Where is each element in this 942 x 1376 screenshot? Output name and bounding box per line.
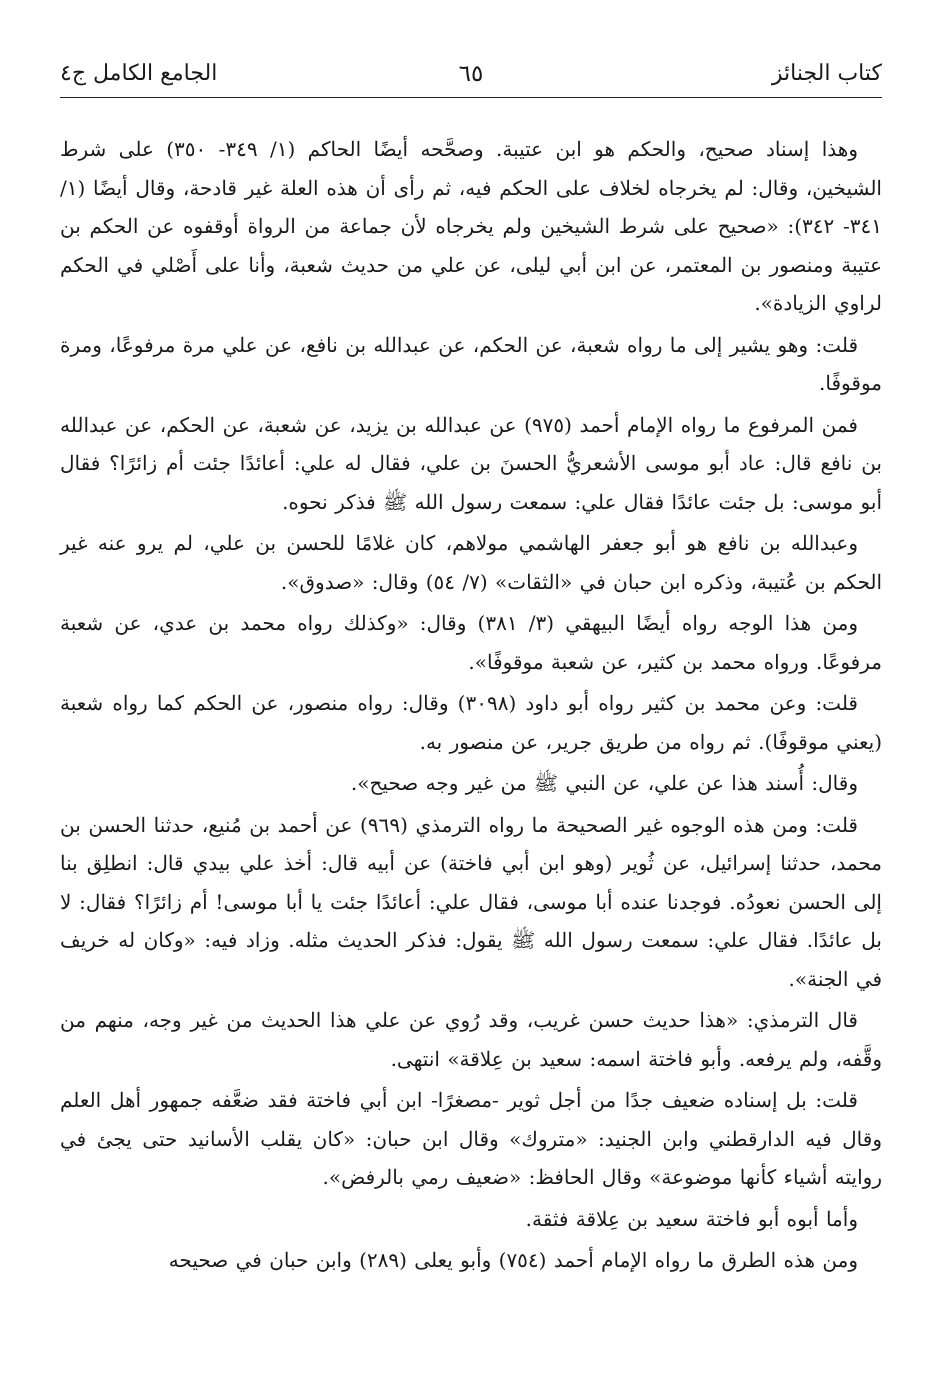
- paragraph-9: قال الترمذي: «هذا حديث حسن غريب، وقد رُوي عن علي هذا الحديث من غير وجه، منهم من وقَّفه، ولم يرفعه. وأبو فاختة اسمه: سعيد بن عِلاقة» انتهى.: [60, 1008, 882, 1071]
- page-header: [60, 55, 882, 98]
- document-page: [60, 55, 883, 1272]
- chapter-title: كتاب الجنائز: [771, 61, 882, 86]
- paragraph-5: ومن هذا الوجه رواه أيضًا البيهقي (٣/ ٣٨١) وقال: «وكذلك رواه محمد بن عدي، عن شعبة مرفوعًا. ورواه محمد بن كثير، عن شعبة موقوفًا».: [60, 611, 882, 674]
- paragraph-1: وهذا إسناد صحيح، والحكم هو ابن عتيبة. وصحَّحه أيضًا الحاكم (١/ ٣٤٩- ٣٥٠) على شرط الشيخين، وقال: لم يخرجاه لخلاف على الحكم فيه، ثم رأى أن هذه العلة غير قادحة، وقال أيضًا (١/ ٣٤١- ٣٤٢): «صحيح على شرط الشيخين ولم يخرجاه لأن جماعة من الرواة أوقفوه عن الحكم بن عتيبة ومنصور بن المعتمر، عن ابن أبي ليلى، عن علي من حديث شعبة، وأنا على أَصْلي في الحكم لراوي الزيادة».: [60, 137, 882, 315]
- paragraph-11: وأما أبوه أبو فاختة سعيد بن عِلاقة فثقة.: [525, 1206, 858, 1231]
- paragraph-8: قلت: ومن هذه الوجوه غير الصحيحة ما رواه الترمذي (٩٦٩) عن أحمد بن مُنيع، حدثنا الحسن بن محمد، حدثنا إسرائيل، عن ثُوير (وهو ابن أبي فاختة) عن أبيه قال: أخذ علي بيدي قال: انطلِق بنا إلى الحسن نعودُه. فوجدنا عنده أبا موسى، فقال علي: أعائدًا جئت يا أبا موسى! أم زائرًا؟ فقال: لا بل عائدًا. فقال علي: سمعت رسول الله ﷺ يقول: فذكر الحديث مثله. وزاد فيه: «وكان له خريف في الجنة».: [60, 812, 883, 991]
- paragraph-3: فمن المرفوع ما رواه الإمام أحمد (٩٧٥) عن عبدالله بن يزيد، عن شعبة، عن الحكم، عن عبدالله بن نافع قال: عاد أبو موسى الأشعريُّ الحسنَ بن علي، فقال له علي: أعائدًا جئت أم زائرًا؟ فقال أبو موسى: بل جئت عائدًا فقال علي: سمعت رسول الله ﷺ فذكر نحوه.: [60, 412, 882, 514]
- paragraph-7: وقال: أُسند هذا عن علي، عن النبي ﷺ من غير وجه صحيح».: [350, 771, 858, 795]
- page-number: ٦٥: [458, 61, 484, 87]
- page-body: [60, 130, 882, 1280]
- paragraph-12: ومن هذه الطرق ما رواه الإمام أحمد (٧٥٤) وأبو يعلى (٢٨٩) وابن حبان في صحيحه: [168, 1248, 858, 1272]
- book-title: الجامع الكامل ج٤: [60, 61, 218, 86]
- paragraph-10: قلت: بل إسناده ضعيف جدًا من أجل ثوير -مصغرًا- ابن أبي فاختة فقد ضعَّفه جمهور أهل العلم وقال فيه الدارقطني وابن الجنيد: «متروك» وقال ابن حبان: «كان يقلب الأسانيد حتى يجئ في روايته أشياء كأنها موضوعة» وقال الحافظ: «ضعيف رمي بالرفض».: [60, 1088, 882, 1189]
- paragraph-2: قلت: وهو يشير إلى ما رواه شعبة، عن الحكم، عن عبدالله بن نافع، عن علي مرة مرفوعًا، ومرة موقوفًا.: [60, 332, 882, 395]
- paragraph-4: وعبدالله بن نافع هو أبو جعفر الهاشمي مولاهم، كان غلامًا للحسن بن علي، لم يرو عنه غير الحكم بن عُتيبة، وذكره ابن حبان في «الثقات» (٧/ ٥٤) وقال: «صدوق».: [60, 531, 882, 594]
- paragraph-6: قلت: وعن محمد بن كثير رواه أبو داود (٣٠٩٨) وقال: رواه منصور، عن الحكم كما رواه شعبة (يعني موقوفًا). ثم رواه من طريق جرير، عن منصور به.: [60, 691, 882, 754]
